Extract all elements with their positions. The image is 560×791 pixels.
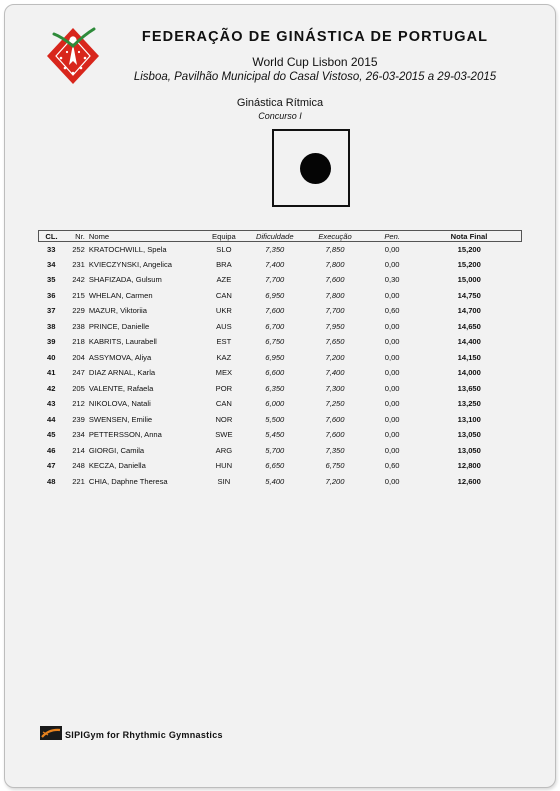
table-row (39, 412, 522, 428)
team-cell: AZE (216, 275, 232, 285)
name-cell: SWENSEN, Emilie (88, 414, 153, 424)
penalty-cell: 0,00 (384, 445, 400, 455)
footer-credit: SIPIGym for Rhythmic Gymnastics (65, 730, 223, 740)
bib-cell: 204 (72, 352, 85, 362)
penalty-cell: 0,30 (384, 275, 400, 285)
difficulty-cell: 6,650 (265, 461, 285, 471)
rank-cell: 47 (46, 461, 56, 471)
team-cell: KAZ (216, 352, 232, 362)
header-execution: Execução (303, 231, 367, 242)
table-row (39, 474, 522, 490)
penalty-cell: 0,00 (384, 352, 400, 362)
name-cell: PRINCE, Danielle (88, 321, 150, 331)
final-score-cell: 13,050 (457, 445, 481, 455)
team-cell: CAN (215, 290, 232, 300)
final-score-cell: 12,800 (457, 461, 481, 471)
results-table-body (39, 242, 522, 490)
table-row (39, 350, 522, 366)
rank-cell: 45 (46, 430, 56, 440)
name-cell: CHIA, Daphne Theresa (88, 476, 168, 486)
difficulty-cell: 7,400 (265, 259, 285, 269)
final-score-cell: 13,100 (457, 414, 481, 424)
bib-cell: 205 (72, 383, 85, 393)
team-cell: SLO (216, 244, 232, 254)
difficulty-cell: 6,350 (265, 383, 285, 393)
difficulty-cell: 6,600 (265, 368, 285, 378)
difficulty-cell: 7,600 (265, 306, 285, 316)
rank-cell: 36 (46, 290, 56, 300)
name-cell: SHAFIZADA, Gulsum (88, 275, 162, 285)
team-cell: HUN (215, 461, 233, 471)
final-score-cell: 14,650 (457, 321, 481, 331)
final-score-cell: 14,750 (457, 290, 481, 300)
bib-cell: 218 (72, 337, 85, 347)
rank-cell: 40 (46, 352, 56, 362)
table-row (39, 273, 522, 289)
penalty-cell: 0,00 (384, 337, 400, 347)
bib-cell: 221 (72, 476, 85, 486)
event-title: World Cup Lisbon 2015 (252, 55, 378, 69)
execution-cell: 7,800 (325, 259, 345, 269)
execution-cell: 6,750 (325, 461, 345, 471)
final-score-cell: 14,000 (457, 368, 481, 378)
name-cell: GIORGI, Camila (88, 445, 145, 455)
execution-cell: 7,650 (325, 337, 345, 347)
penalty-cell: 0,00 (384, 259, 400, 269)
penalty-cell: 0,00 (384, 244, 400, 254)
team-cell: SWE (215, 430, 233, 440)
team-cell: UKR (215, 306, 232, 316)
table-row (39, 304, 522, 320)
table-row (39, 443, 522, 459)
penalty-cell: 0,00 (384, 368, 400, 378)
final-score-cell: 12,600 (457, 476, 481, 486)
rank-cell: 48 (46, 476, 56, 486)
final-score-cell: 13,650 (457, 383, 481, 393)
name-cell: VALENTE, Rafaela (88, 383, 154, 393)
photo-placeholder-dot (300, 153, 331, 184)
name-cell: KECZA, Daniella (88, 461, 146, 471)
difficulty-cell: 6,700 (265, 321, 285, 331)
difficulty-cell: 5,450 (265, 430, 285, 440)
difficulty-cell: 5,700 (265, 445, 285, 455)
bib-cell: 214 (72, 445, 85, 455)
final-score-cell: 13,050 (457, 430, 481, 440)
name-cell: NIKOLOVA, Natali (88, 399, 151, 409)
table-row (39, 242, 522, 258)
execution-cell: 7,300 (325, 383, 345, 393)
penalty-cell: 0,60 (384, 461, 400, 471)
execution-cell: 7,600 (325, 414, 345, 424)
difficulty-cell: 6,950 (265, 290, 285, 300)
team-cell: CAN (215, 399, 232, 409)
difficulty-cell: 5,500 (265, 414, 285, 424)
bib-cell: 215 (72, 290, 85, 300)
organization-title: FEDERAÇÃO DE GINÁSTICA DE PORTUGAL (141, 29, 489, 45)
table-row (39, 381, 522, 397)
table-row (39, 288, 522, 304)
execution-cell: 7,600 (325, 275, 345, 285)
rank-cell: 43 (46, 399, 56, 409)
table-row (39, 335, 522, 351)
rank-cell: 34 (46, 259, 56, 269)
bib-cell: 248 (72, 461, 85, 471)
difficulty-cell: 5,400 (265, 476, 285, 486)
final-score-cell: 14,150 (457, 352, 481, 362)
sipigym-logo-icon (40, 726, 62, 740)
penalty-cell: 0,00 (384, 321, 400, 331)
header-penalty: Pen. (367, 231, 417, 242)
rank-cell: 41 (46, 368, 56, 378)
execution-cell: 7,400 (325, 368, 345, 378)
results-table (38, 230, 522, 490)
header-team: Equipa (201, 231, 247, 242)
team-cell: MEX (215, 368, 233, 378)
rank-cell: 39 (46, 337, 56, 347)
name-cell: KRATOCHWILL, Spela (88, 244, 167, 254)
table-row (39, 319, 522, 335)
bib-cell: 231 (72, 259, 85, 269)
difficulty-cell: 7,350 (265, 244, 285, 254)
event-venue-dates: Lisboa, Pavilhão Municipal do Casal Vistoso, 26-03-2015 a 29-03-2015 (133, 71, 497, 83)
difficulty-cell: 6,950 (265, 352, 285, 362)
penalty-cell: 0,00 (384, 414, 400, 424)
header-name: Nome (89, 231, 201, 242)
rank-cell: 38 (46, 321, 56, 331)
rank-cell: 33 (46, 244, 56, 254)
bib-cell: 252 (72, 244, 85, 254)
team-cell: AUS (216, 321, 232, 331)
final-score-cell: 15,200 (457, 259, 481, 269)
rank-cell: 44 (46, 414, 56, 424)
table-row (39, 428, 522, 444)
table-row (39, 397, 522, 413)
name-cell: PETTERSSON, Anna (88, 430, 162, 440)
difficulty-cell: 7,700 (265, 275, 285, 285)
penalty-cell: 0,00 (384, 430, 400, 440)
bib-cell: 247 (72, 368, 85, 378)
header-difficulty: Dificuldade (247, 231, 303, 242)
bib-cell: 229 (72, 306, 85, 316)
discipline-title: Ginástica Rítmica (236, 97, 324, 109)
name-cell: MAZUR, Viktoriia (88, 306, 147, 316)
bib-cell: 242 (72, 275, 85, 285)
execution-cell: 7,200 (325, 476, 345, 486)
execution-cell: 7,800 (325, 290, 345, 300)
header-bib: Nr. (64, 231, 89, 242)
execution-cell: 7,700 (325, 306, 345, 316)
execution-cell: 7,850 (325, 244, 345, 254)
team-cell: POR (215, 383, 233, 393)
final-score-cell: 15,000 (457, 275, 481, 285)
difficulty-cell: 6,750 (265, 337, 285, 347)
team-cell: EST (216, 337, 232, 347)
table-row (39, 459, 522, 475)
bib-cell: 239 (72, 414, 85, 424)
rank-cell: 46 (46, 445, 56, 455)
penalty-cell: 0,00 (384, 476, 400, 486)
team-cell: SIN (217, 476, 231, 486)
team-cell: ARG (215, 445, 233, 455)
name-cell: ASSYMOVA, Aliya (88, 352, 152, 362)
name-cell: KVIECZYNSKI, Angelica (88, 259, 173, 269)
execution-cell: 7,950 (325, 321, 345, 331)
team-cell: NOR (215, 414, 233, 424)
results-table-header (39, 231, 522, 242)
header-final-score: Nota Final (417, 231, 521, 242)
penalty-cell: 0,00 (384, 290, 400, 300)
team-cell: BRA (216, 259, 232, 269)
table-row (39, 257, 522, 273)
name-cell: WHELAN, Carmen (88, 290, 153, 300)
rank-cell: 35 (46, 275, 56, 285)
execution-cell: 7,350 (325, 445, 345, 455)
header-rank: CL. (39, 231, 64, 242)
rank-cell: 37 (46, 306, 56, 316)
fgp-logo-icon (44, 25, 102, 87)
bib-cell: 238 (72, 321, 85, 331)
name-cell: KABRITS, Laurabell (88, 337, 157, 347)
final-score-cell: 14,700 (457, 306, 481, 316)
execution-cell: 7,600 (325, 430, 345, 440)
penalty-cell: 0,00 (384, 399, 400, 409)
final-score-cell: 15,200 (457, 244, 481, 254)
competition-subtitle: Concurso I (258, 111, 302, 121)
penalty-cell: 0,00 (384, 383, 400, 393)
bib-cell: 212 (72, 399, 85, 409)
table-row (39, 366, 522, 382)
penalty-cell: 0,60 (384, 306, 400, 316)
execution-cell: 7,200 (325, 352, 345, 362)
difficulty-cell: 6,000 (265, 399, 285, 409)
header-row (39, 231, 522, 242)
execution-cell: 7,250 (325, 399, 345, 409)
final-score-cell: 13,250 (457, 399, 481, 409)
bib-cell: 234 (72, 430, 85, 440)
name-cell: DIAZ ARNAL, Karla (88, 368, 156, 378)
rank-cell: 42 (46, 383, 56, 393)
final-score-cell: 14,400 (457, 337, 481, 347)
